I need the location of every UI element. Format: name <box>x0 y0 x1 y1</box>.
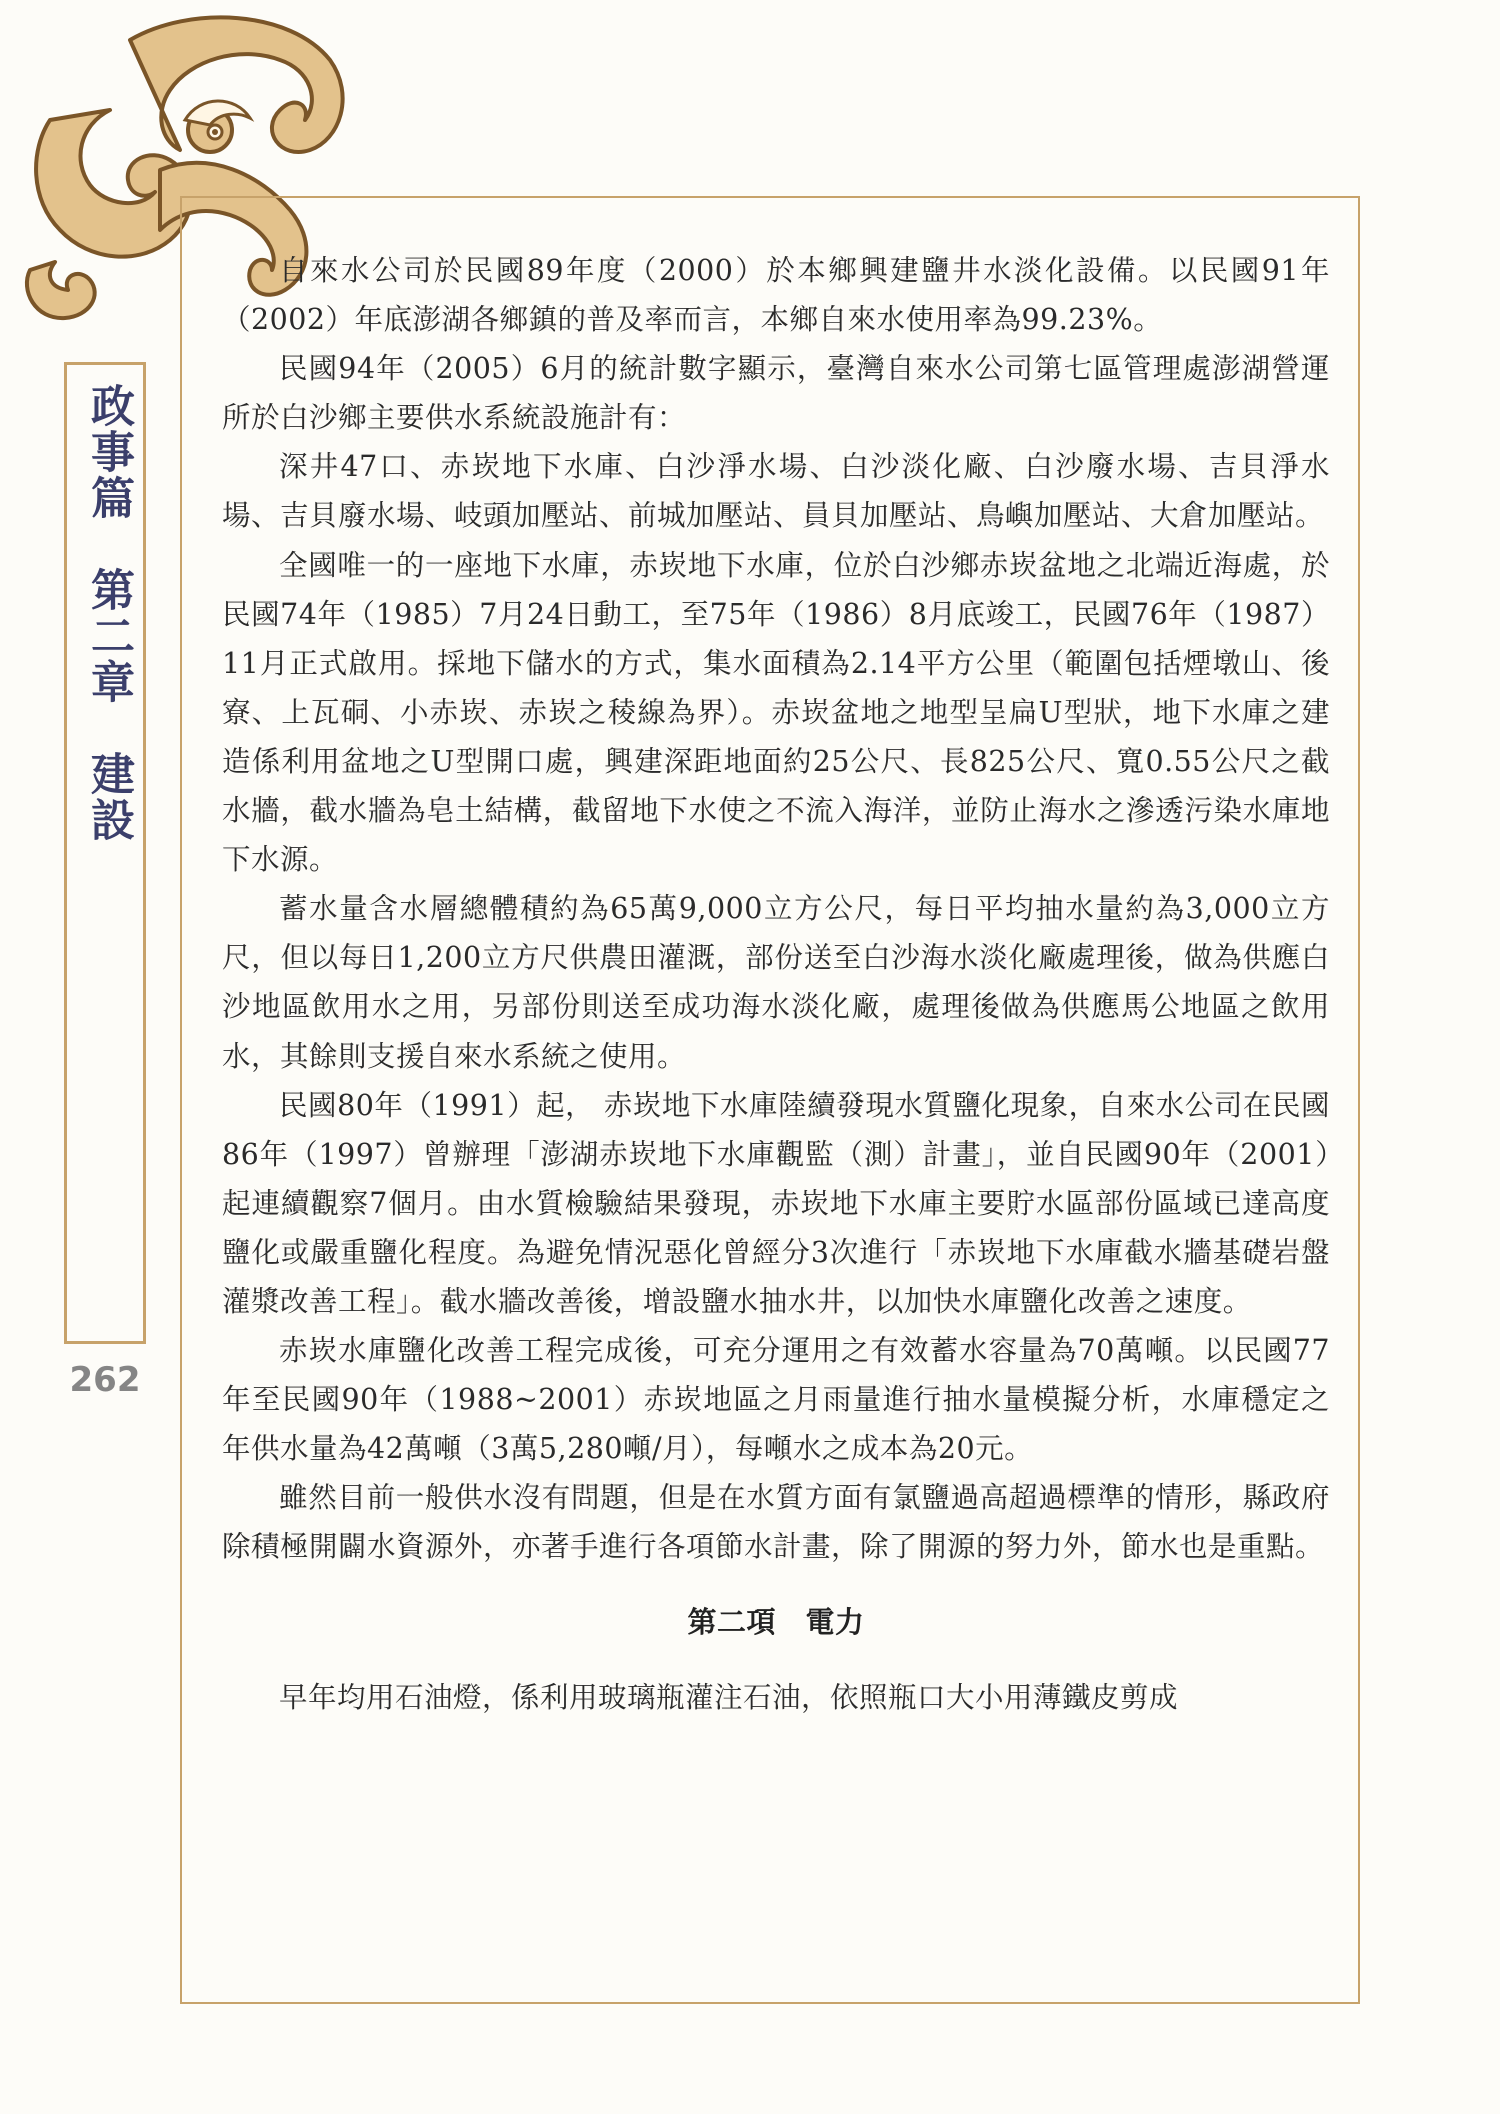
chapter-sidebar <box>64 362 146 1344</box>
paragraph: 民國80年（1991）起， 赤崁地下水庫陸續發現水質鹽化現象，自來水公司在民國86年（1997）曾辦理「澎湖赤崁地下水庫觀監（測）計畫」，並自民國90年（2001）起連續觀察7個月。由水質檢驗結果發現，赤崁地下水庫主要貯水區部份區域已達高度鹽化或嚴重鹽化程度。為避免情況惡化曾經分3次進行「赤崁地下水庫截水牆基礎岩盤灌漿改善工程」。截水牆改善後，增設鹽水抽水井，以加快水庫鹽化改善之速度。 <box>222 1088 1330 1318</box>
body-text <box>222 246 1330 1722</box>
section-heading: 第二項 電力 <box>687 1604 865 1639</box>
page-number: 262 <box>69 1360 141 1400</box>
chapter-title: 政事篇 第二章 建設 <box>83 383 134 843</box>
paragraph: 民國94年（2005）6月的統計數字顯示，臺灣自來水公司第七區管理處澎湖營運所於白沙鄉主要供水系統設施計有： <box>222 352 1330 435</box>
paragraph: 雖然目前一般供水沒有問題，但是在水質方面有氯鹽過高超過標準的情形，縣政府除積極開闢水資源外，亦著手進行各項節水計畫，除了開源的努力外，節水也是重點。 <box>222 1481 1330 1564</box>
paragraph: 深井47口、赤崁地下水庫、白沙淨水場、白沙淡化廠、白沙廢水場、吉貝淨水場、吉貝廢水場、岐頭加壓站、前城加壓站、員貝加壓站、鳥嶼加壓站、大倉加壓站。 <box>222 450 1330 533</box>
paragraph: 早年均用石油燈，係利用玻璃瓶灌注石油，依照瓶口大小用薄鐵皮剪成 <box>279 1680 1179 1714</box>
paragraph: 赤崁水庫鹽化改善工程完成後，可充分運用之有效蓄水容量為70萬噸。以民國77年至民國90年（1988~2001）赤崁地區之月雨量進行抽水量模擬分析，水庫穩定之年供水量為42萬噸（3萬5,280噸/月），每噸水之成本為20元。 <box>222 1334 1330 1466</box>
paragraph: 蓄水量含水層總體積約為65萬9,000立方公尺，每日平均抽水量約為3,000立方尺，但以每日1,200立方尺供農田灌溉，部份送至白沙海水淡化廠處理後，做為供應白沙地區飲用水之用，另部份則送至成功海水淡化廠，處理後做為供應馬公地區之飲用水，其餘則支援自來水系統之使用。 <box>222 892 1330 1073</box>
paragraph: 自來水公司於民國89年度（2000）於本鄉興建鹽井水淡化設備。以民國91年（2002）年底澎湖各鄉鎮的普及率而言，本鄉自來水使用率為99.23%。 <box>222 254 1330 337</box>
paragraph: 全國唯一的一座地下水庫，赤崁地下水庫，位於白沙鄉赤崁盆地之北端近海處，於民國74年（1985）7月24日動工，至75年（1986）8月底竣工，民國76年（1987）11月正式啟用。採地下儲水的方式，集水面積為2.14平方公里（範圍包括煙墩山、後寮、上瓦硐、小赤崁、赤崁之稜線為界）。赤崁盆地之地型呈扁U型狀，地下水庫之建造係利用盆地之U型開口處，興建深距地面約25公尺、長825公尺、寬0.55公尺之截水牆，截水牆為皂土結構，截留地下水使之不流入海洋，並防止海水之滲透污染水庫地下水源。 <box>222 548 1330 877</box>
